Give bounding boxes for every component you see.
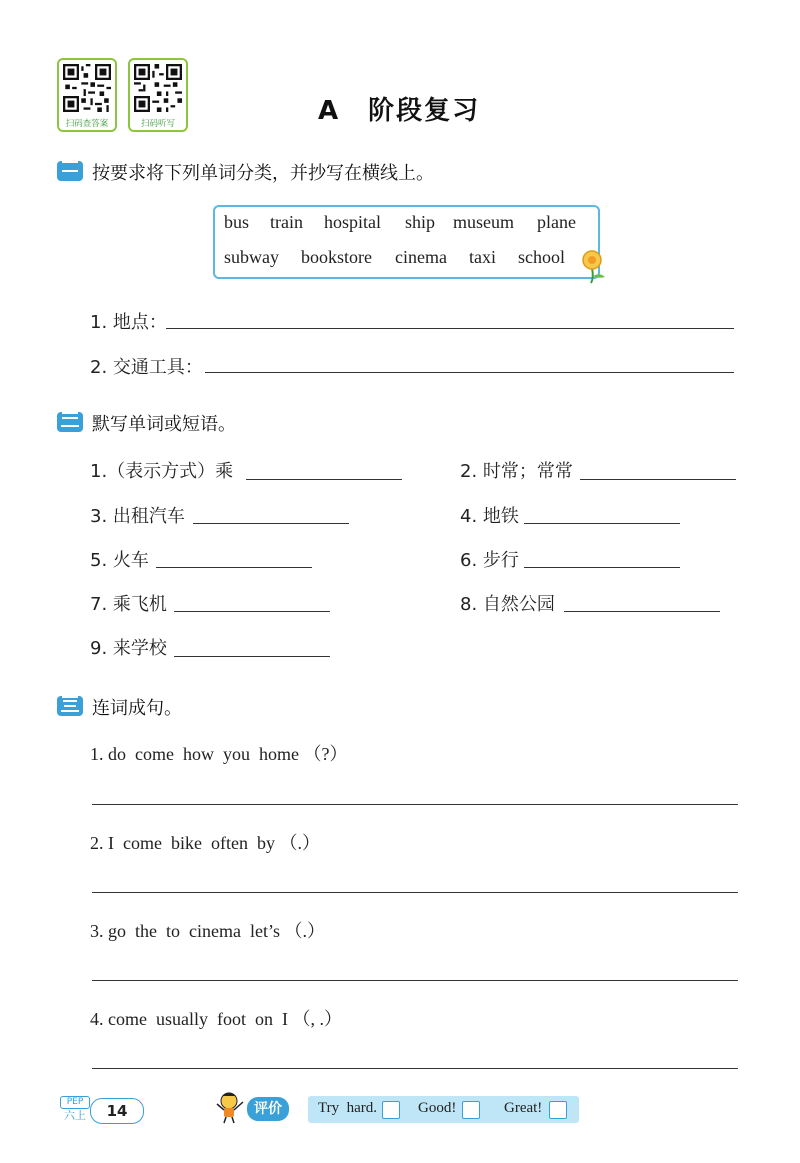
s2-item-7: 7. 乘飞机 [90,594,167,615]
qr-code-answers[interactable] [57,58,117,132]
page-title: A 阶段复习 [318,96,481,126]
word-school: school [518,247,565,267]
section-1-badge [57,161,83,181]
section-1-title: 按要求将下列单词分类，并抄写在横线上。 [92,163,434,184]
s3-item-2: 2. I come bike often by （.） [90,833,320,853]
s1-answer-line-2[interactable] [205,372,734,373]
s3-answer-line-4[interactable] [92,1068,738,1069]
s2-item-8: 8. 自然公园 [460,594,555,615]
word-taxi: taxi [469,247,496,267]
qr-caption-listening: 扫码听写 [140,119,175,129]
edition-badge [60,1096,90,1124]
edition-top: PEP [60,1096,90,1109]
word-bus: bus [224,212,250,232]
word-train: train [270,212,303,232]
flower-icon [578,248,612,284]
edition-bottom: 六上 [64,1109,86,1122]
page-number-pill [90,1098,144,1124]
s3-answer-line-3[interactable] [92,980,738,981]
s3-item-1: 1. do come how you home （?） [90,744,348,764]
word-hospital: hospital [324,212,381,232]
page-number: 14 [106,1102,128,1120]
s2-answer-line-1[interactable] [246,479,402,480]
word-plane: plane [537,212,576,232]
s3-answer-line-1[interactable] [92,804,738,805]
section-2-badge [57,412,83,432]
s1-question-1-label: 1. 地点： [90,312,167,333]
try-hard-checkbox[interactable] [382,1101,400,1119]
s2-answer-line-9[interactable] [174,656,330,657]
word-ship: ship [405,212,436,232]
qr-code-icon [63,64,111,112]
s2-answer-line-5[interactable] [156,567,312,568]
word-cinema: cinema [395,247,447,267]
s3-answer-line-2[interactable] [92,892,738,893]
section-3-number-glyph-2 [64,705,76,707]
great-checkbox[interactable] [549,1101,567,1119]
qr-code-icon [134,64,182,112]
s2-item-2: 2. 时常；常常 [460,461,573,482]
section-2-title: 默写单词或短语。 [92,414,236,435]
section-3-number-glyph-3 [61,710,79,712]
section-2-number-glyph-2 [61,425,79,427]
s2-answer-line-4[interactable] [524,523,680,524]
s2-item-6: 6. 步行 [460,550,519,571]
section-3-number-glyph [63,700,77,702]
s1-question-2-label: 2. 交通工具： [90,357,203,378]
eval-badge [247,1097,289,1121]
s2-item-4: 4. 地铁 [460,506,519,527]
word-bookstore: bookstore [301,247,372,267]
s2-answer-line-8[interactable] [564,611,720,612]
word-museum: museum [453,212,514,232]
s2-answer-line-3[interactable] [193,523,349,524]
good-checkbox[interactable] [462,1101,480,1119]
s2-answer-line-2[interactable] [580,479,736,480]
s2-answer-line-7[interactable] [174,611,330,612]
s2-item-9: 9. 来学校 [90,638,167,659]
qr-caption-answers: 扫码查答案 [65,119,109,129]
good-label: Good! [418,1100,457,1116]
section-3-badge [57,696,83,716]
s3-item-3: 3. go the to cinema let’s （.） [90,921,325,941]
cartoon-kid-icon [213,1090,249,1124]
qr-code-listening[interactable] [128,58,188,132]
try-hard-label: Try hard. [318,1100,378,1116]
word-subway: subway [224,247,279,267]
section-3-title: 连词成句。 [92,698,182,719]
great-label: Great! [504,1100,543,1116]
s2-item-5: 5. 火车 [90,550,149,571]
s2-answer-line-6[interactable] [524,567,680,568]
s2-item-3: 3. 出租汽车 [90,506,185,527]
eval-label: 评价 [254,1101,282,1117]
s1-answer-line-1[interactable] [166,328,734,329]
s2-item-1: 1.（表示方式）乘 [90,461,234,482]
section-1-number-glyph [62,170,78,172]
section-2-number-glyph [62,417,78,419]
s3-item-4: 4. come usually foot on I （, .） [90,1009,342,1029]
